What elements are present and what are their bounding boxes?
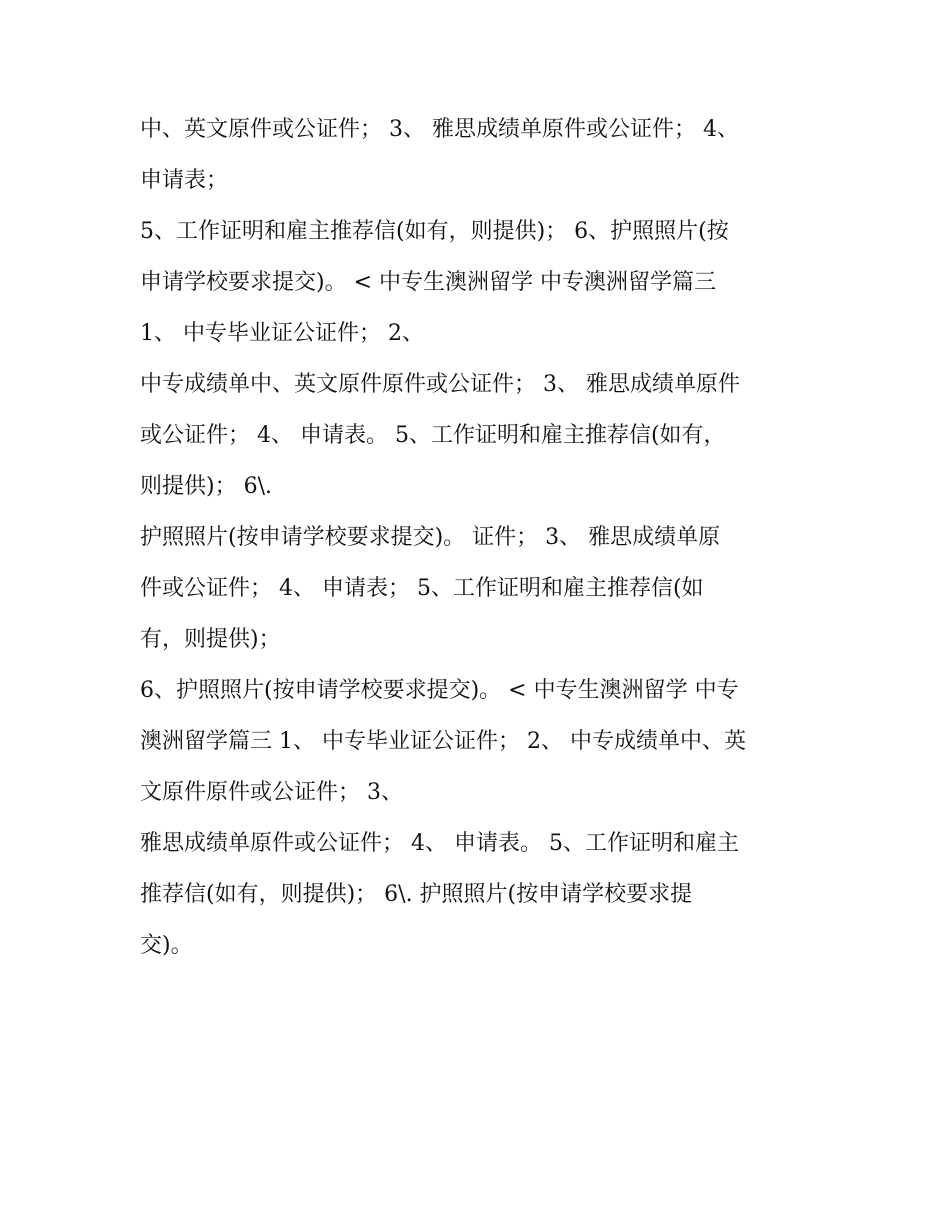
text-line: 文原件原件或公证件； 3、 — [140, 780, 403, 805]
text-line: 1、 中专毕业证公证件； 2、 — [140, 321, 424, 346]
text-line: 中专成绩单中、英文原件原件或公证件； 3、 雅思成绩单原件 — [140, 372, 740, 397]
document-body — [140, 104, 830, 971]
text-line: 澳洲留学篇三 1、 中专毕业证公证件； 2、 中专成绩单中、英 — [140, 729, 746, 754]
text-line: 6、护照照片(按申请学校要求提交)。 < 中专生澳洲留学 中专 — [140, 678, 739, 703]
text-line: 护照照片(按申请学校要求提交)。 证件； 3、 雅思成绩单原 — [140, 525, 721, 550]
text-line: 雅思成绩单原件或公证件； 4、 申请表。 5、工作证明和雇主 — [140, 831, 739, 856]
text-line: 申请学校要求提交)。 < 中专生澳洲留学 中专澳洲留学篇三 — [140, 270, 716, 295]
text-line: 有，则提供)； — [140, 627, 281, 652]
text-line: 交)。 — [140, 933, 193, 958]
text-line: 申请表； — [140, 168, 229, 193]
text-line: 或公证件； 4、 申请表。 5、工作证明和雇主推荐信(如有， — [140, 423, 726, 448]
text-line: 件或公证件； 4、 申请表； 5、工作证明和雇主推荐信(如 — [140, 576, 704, 601]
text-line: 中、英文原件或公证件； 3、 雅思成绩单原件或公证件； 4、 — [140, 117, 739, 142]
text-line: 则提供)； 6\. — [140, 474, 272, 499]
text-line: 推荐信(如有，则提供)； 6\. 护照照片(按申请学校要求提 — [140, 882, 693, 907]
text-line: 5、工作证明和雇主推荐信(如有，则提供)； 6、护照照片(按 — [140, 219, 729, 244]
